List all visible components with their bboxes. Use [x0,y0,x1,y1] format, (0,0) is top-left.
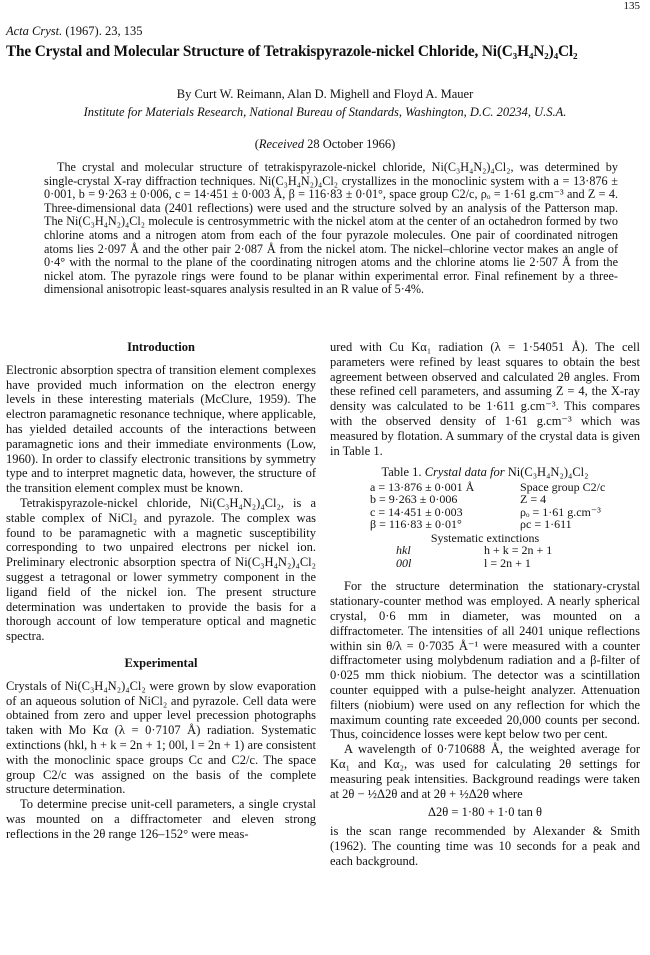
table-cell: hkl [396,543,411,558]
table-caption-formula: Ni(C₃H₄N₂)₄Cl₂ [504,465,589,480]
received-value: 28 October 1966 [303,137,392,151]
paragraph: A wavelength of 0·710688 Å, the weighted average for Kα₁ and Kα₂, was used for calculating 2θ settings for measuring peak intensities. Background readings were taken at 2θ − ½Δ2θ and at 2θ + ½Δ2θ where [330,742,640,801]
table-row [330,493,640,506]
table-cell: b = 9·263 ± 0·006 [370,492,458,507]
table-cell: ρc = 1·611 [520,517,572,532]
paragraph: is the scan range recommended by Alexander & Smith (1962). The counting time was 10 seconds for a peak and each background. [330,824,640,868]
table-caption [330,466,640,479]
table-1 [330,466,640,569]
table-caption-text: Crystal data for [424,465,505,480]
left-column [6,340,316,842]
section-heading-experimental: Experimental [124,655,198,670]
paragraph: Electronic absorption spectra of transition element complexes have provided much information on the electron energy levels in these interesting materials (McClure, 1959). The electron paramagnetic resonance technique, where applicable, has yielded detailed accounts of the interactions between paramagnetic ions and their immediate environments (Low, 1960). In order to classify electronic transitions by symmetry type and to interpret magnetic data, however, the structure of the transition element complex must be known. [6,362,316,496]
table-row [330,544,640,557]
author-list: By Curt W. Reimann, Alan D. Mighell and Floyd A. Mauer [176,87,474,101]
paragraph: Tetrakispyrazole-nickel chloride, Ni(C₃H₄N₂)₄Cl₂, is a stable complex of NiCl₂ and pyrazole. The complex was found to be paramagnetic with a magnetic susceptibility corresponding to two unpaired electrons per nickel ion. Preliminary electronic absorption spectra of Ni(C₃H₄N₂)₄Cl₂ suggest a tetragonal or lower symmetry component in the ligand field of the nickel ion. The present structure determination was undertaken to provide the basis for a thorough account of low temperature optical and magnetic spectra. [6,495,316,644]
paragraph: Crystals of Ni(C₃H₄N₂)₄Cl₂ were grown by slow evaporation of an aqueous solution of NiCl₂ and pyrazole. Cell data were obtained from zero and upper level precession photographs taken with Mo Kα (λ = 0·7107 Å) radiation. Systematic extinctions (hkl, h + k = 2n + 1; 00l, l = 2n + 1) are consistent with the monoclinic space groups Cc and C2/c. The space group C2/c was assigned on the basis of the complete structure determination. [6,678,316,797]
equation: Δ2θ = 1·80 + 1·0 tan θ [428,805,542,820]
paragraph: ured with Cu Kα₁ radiation (λ = 1·54051 Å). The cell parameters were refined by least squares to obtain the best agreement between observed and calculated 2θ angles. From these refined cell parameters, and assuming Z = 4, the X-ray density was calculated to be 1·611 g.cm⁻³. This compares with the observed density of 1·61 g.cm⁻³ which was measured by flotation. A summary of the crystal data is given in Table 1. [330,340,640,458]
table-cell: Z = 4 [520,492,547,507]
journal-volume: (1967). 23, 135 [62,24,143,38]
paragraph: For the structure determination the stationary-crystal stationary-counter method was employed. A nearly spherical crystal, 0·6 mm in diameter, was mounted on a diffractometer. The intensities of all 2401 unique reflections within sin θ/λ = 0·7035 Å⁻¹ were measured with a counter diffractometer using molybdenum radiation and a β-filter of 0·025 mm thick niobium. The detector was a scintillation counter equipped with a pulse-height analyzer. Attenuation filters (niobium) were used on any reflection for which the maximum counting rate exceeded 20,000 counts per second. Thus, coincidence losses were kept below two per cent. [330,579,640,742]
paragraph: To determine precise unit-cell parameters, a single crystal was mounted on a diffractometer and eleven strong reflections in the 2θ range 126–152° were meas- [6,797,316,841]
received-date: (Received 28 October 1966) [254,137,396,151]
journal-citation [6,24,142,39]
table-cell: 00l [396,555,412,570]
paper-title: The Crystal and Molecular Structure of Tetrakispyrazole-nickel Chloride, Ni(C₃H₄N₂)₄Cl₂ [6,43,578,60]
table-cell: ρₒ = 1·61 g.cm⁻³ [520,504,601,519]
section-heading-introduction: Introduction [127,340,195,354]
table-cell: c = 14·451 ± 0·003 [370,504,463,519]
table-cell: Space group C2/c [520,479,606,494]
page-number: 135 [623,0,640,12]
table-row [330,518,640,531]
abstract: The crystal and molecular structure of tetrakispyrazole-nickel chloride, Ni(C₃H₄N₂)₄Cl₂, was determined by single-crystal X-ray diffraction techniques. Ni(C₃H₄N₂)₄Cl₂ crystallizes in the monoclinic system with a = 13·876 ± 0·001, b = 9·263 ± 0·006, c = 14·451 ± 0·003 Å, β = 116·83 ± 0·01°, space group C2/c, ρₒ = 1·61 g.cm⁻³ and Z = 4. Three-dimensional data (2401 reflections) were used and the structure solved by an analysis of the Patterson map. The Ni(C₃H₄N₂)₄Cl₂ molecule is centrosymmetric with the nickel atom at the center of an octahedron formed by two chlorine atoms and a nitrogen atom from each of the four pyrazole molecules. One pair of coordinated nitrogen atoms lies 2·097 Å and the other pair 2·087 Å from the nickel atom. The nickel–chlorine vector makes an angle of 0·4° with the normal to the plane of the coordinating nitrogen atoms and the chlorine atoms lie 2·507 Å from the nickel atom. The pyrazole rings were found to be planar within experimental error. Final refinement by a three-dimensional anisotropic least-squares analysis resulted in an R value of 5·4%. [44,160,618,297]
table-cell: h + k = 2n + 1 [484,543,553,558]
right-column [330,340,640,869]
received-label: Received [258,137,304,151]
table-cell: l = 2n + 1 [484,555,531,570]
affiliation: Institute for Materials Research, National Bureau of Standards, Washington, D.C. 20234, U.S.A. [83,105,567,119]
table-subheading: Systematic extinctions [430,530,540,545]
table-caption-label: Table 1. [381,465,425,480]
table-cell: a = 13·876 ± 0·001 Å [370,479,475,494]
table-cell: β = 116·83 ± 0·01° [370,517,462,532]
table-row [330,557,640,570]
journal-name: Acta Cryst. [6,24,63,38]
